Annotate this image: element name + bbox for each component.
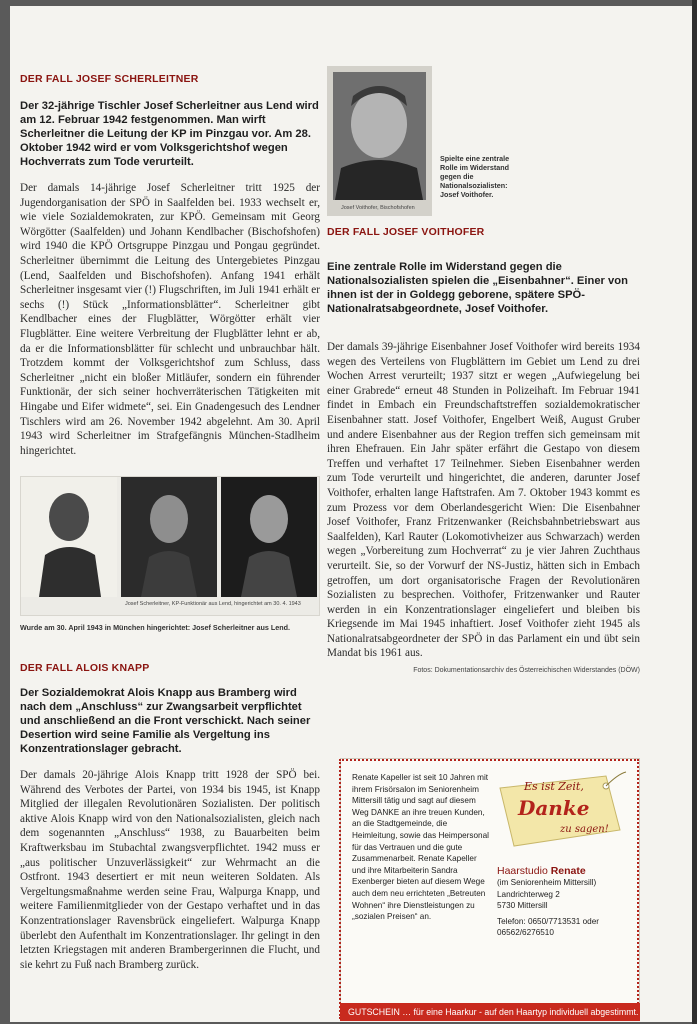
scherleitner-caption: Wurde am 30. April 1943 in München hingerichtet: Josef Scherleitner aus Lend.	[20, 623, 290, 632]
knapp-body: Der damals 20-jährige Alois Knapp tritt 1928 der SPÖ bei. Während des Verbotes der Partei, von 1934 bis 1945, ist Knapp Mitglied der illegalen Revolutionären Sozialisten. Der politisch aktive Alois Knapp wird von den Nationalsozialisten, gleich nach dem sogenannten „Anschluss“ 1938, zu Bauarbeiten beim Kraftwerksbau im Stubachtal zwangsverpflichtet. 1942 muss er „aus politischer Unzuverlässigkeit“ zur Wehrmacht an die Ostfront. 1943 desertiert er mit neun weiteren Soldaten. Als Vergeltungsmaßnahme werden seine Frau, Walpurga Knapp, und weitere Familienmitglieder von der Gestapo verhaftet und in das Konzentrationslager Ravensbrück eingeliefert. Walpurga Knapp überlebt den Aufenthalt im Konzentrationslager. Ihr gelingt in den letzten Kriegstagen mit anderen Brambergerinnen die Flucht, und sie kehrt zu Fuß nach Bramberg zurück.	[20, 769, 320, 971]
address-line-2: Landrichterweg 2	[497, 889, 560, 899]
phone-line-1: Telefon: 0650/7713531 oder	[497, 916, 599, 926]
studio-name	[497, 865, 637, 877]
knapp-article	[20, 662, 320, 972]
scherleitner-mugshots	[20, 476, 320, 616]
photo-credit: Fotos: Dokumentationsarchiv des Österreichischen Widerstandes (DÖW)	[413, 667, 640, 675]
voithofer-portrait-image	[327, 66, 432, 216]
tag-line1: Es ist Zeit,	[524, 780, 584, 793]
voithofer-side-caption: Spielte eine zentrale Rolle im Widerstand gegen die Nationalsozialisten: Josef Voithofer.	[440, 154, 510, 199]
address-line-3: 5730 Mittersill	[497, 901, 548, 911]
voithofer-portrait	[327, 66, 432, 216]
ad-body-text: Renate Kapeller ist seit 10 Jahren mit ihrem Frisörsalon im Seniorenheim Mittersill tätig und sagt auf diesem Weg DANKE an ihre treuen Kunden, an die Stadtgemeinde, die Heimleitung, sowie das Heimpersonal für das Vertrauen und die gute Zusammenarbeit. Renate Kapeller und ihre Mitarbeiterin Sandra Exenberger bieten auf diesem Wege auch dem neu errichteten „Betreuten Wohnen“ ihre Dienstleistungen zu „sozialen Preisen“ an.	[352, 773, 489, 922]
voithofer-body: Der damals 39-jährige Eisenbahner Josef Voithofer wird bereits 1934 wegen des Verteilens von Flugblättern im Gebiet um Lend zu drei Wochen Arrest verurteilt; 1937 sitzt er wegen „Aufwiegelung bei einer Grabrede“ erneut 48 Stunden in Polizeihaft. Im Februar 1941 findet in Embach ein Freundschaftstreffen sozialdemokratischer Eisenbahner statt. Josef Voithofer, Engelbert Weiß, August Gruber und andere Eisenbahner aus der Region treffen sich gemeinsam mit ihren Ehefrauen. Ein Jahr später erfährt die Gestapo von diesem Treffen und verhaftet 17 Teilnehmer. Sieben Eisenbahner werden zum Tode verurteilt und hingerichtet, die anderen, darunter Josef Voithofer, erhalten lange Haftstrafen. Am 7. Oktober 1943 kommt es zum Prozess vor dem Oberlandesgericht Wien: Die Eisenbahner Josef Voithofer, Franz Fritzenwanker (Reichsbahnbetriebswart aus Saalfelden), Karl Rauter (Lokomotivheizer aus Schwarzach) werden wegen „Vorbereitung zum Hochverrat“ zu je vier Jahren Zuchthaus verurteilt. Sie, so der Vorwurf der NS-Justiz, hätten sich in Embach getroffen, um dort organisatorische Fragen der Revolutionären Sozialisten zu besprechen. Voithofer, Fritzenwanker und Rauter werden in ein Konzentrationslager eingeliefert und bleiben bis Kriegsende im Mai 1945 inhaftiert. Josef Voithofer zieht 1945 als Nationalratsabgeordneter der SPÖ in das Parlament ein und übt sein Mandat bis 1961 aus.	[327, 341, 640, 660]
voithofer-article	[327, 226, 640, 674]
tag-line3: zu sagen!	[560, 824, 609, 835]
studio-owner: Renate	[550, 865, 586, 877]
voithofer-title: DER FALL JOSEF VOITHOFER	[327, 226, 485, 238]
phone-line-2: 06562/6276510	[497, 928, 554, 938]
knapp-title: DER FALL ALOIS KNAPP	[20, 662, 150, 674]
page-edge-shadow	[692, 0, 697, 1024]
mugshots-photo-caption: Josef Scherleitner, KP-Funktionär aus Lend, hingerichtet am 30. 4. 1943	[125, 601, 301, 607]
scherleitner-title: DER FALL JOSEF SCHERLEITNER	[20, 73, 199, 85]
scherleitner-article	[20, 73, 320, 458]
voucher-bar: GUTSCHEIN … für eine Haarkur - auf den Haartyp individuell abgestimmt.	[340, 1003, 640, 1021]
scherleitner-body: Der damals 14-jährige Josef Scherleitner tritt 1925 der Jugendorganisation der SPÖ in Saalfelden bei. 1933 wechselt er, wie viele Sozialdemokraten, zur KPÖ. Gemeinsam mit Georg Wörgötter (Saalfelden) und Johann Kendlbacher (Bischofshofen) wird 1940 die KPÖ Ortsgruppe Pinzgau und Pongau gegründet. Scherleitner übernimmt die Leitung des Untergebietes Pinzgau (Lend, Saalfelden und Bischofshofen). Anfang 1941 erhält Scherleitner insgesamt vier (!) Flugschriften, im Juli 1941 erhält er sechs (!) Stück „Informationsblätter“. Scherleitner gibt Kendlbacher eines der Flugblätter, Wörgötter erhält vier Flugblätter. Eine weitere Verbreitung der Flugblätter lehnt er ab, da er die Informationsblätter für schlecht und unbrauchbar hält. Trotzdem kommt der Volksgerichtshof zum Schluss, dass Scherleitner „nicht ein bloßer Mitläufer, sondern ein führender Funktionär, der sich seiner hochverräterischen Tätigkeiten mit Hingabe und Eifer widmete“, sei. Ein Gnadengesuch des Lendner Tischlers wird am 26. November 1942 abgelehnt. Am 30. April 1943 wird Scherleitner im Strafgefängnis München-Stadlheim hingerichtet.	[20, 182, 320, 457]
voithofer-lead: Eine zentrale Rolle im Widerstand gegen die Nationalsozialisten spielen die „Eisenbahner“. Einer von ihnen ist der in Goldegg geborene, spätere SPÖ-Nationalratsabgeordnete, Josef Voithofer.	[327, 261, 628, 315]
tag-danke: Danke	[518, 796, 590, 820]
scherleitner-lead: Der 32-jährige Tischler Josef Scherleitner aus Lend wird am 12. Februar 1942 festgenommen. Man wirft Scherleitner die Leitung der KP im Pinzgau vor. Am 28. Oktober 1942 wird er vom Volksgerichtshof wegen Hochverrats zum Tode verurteilt.	[20, 100, 319, 168]
danke-tag	[488, 770, 628, 852]
voithofer-photo-caption: Josef Voithofer, Bischofshofen	[341, 205, 415, 211]
studio-label: Haarstudio	[497, 865, 548, 877]
knapp-lead: Der Sozialdemokrat Alois Knapp aus Bramberg wird nach dem „Anschluss“ zur Zwangsarbeit verpflichtet und anschließend an die Front verschickt. Nach seiner Desertion wird seine Familie als Vergeltung ins Konzentrationslager gebracht.	[20, 687, 311, 755]
address-line-1: (im Seniorenheim Mittersill)	[497, 878, 597, 887]
ad-contact	[497, 865, 637, 939]
mugshots-image	[21, 477, 320, 616]
